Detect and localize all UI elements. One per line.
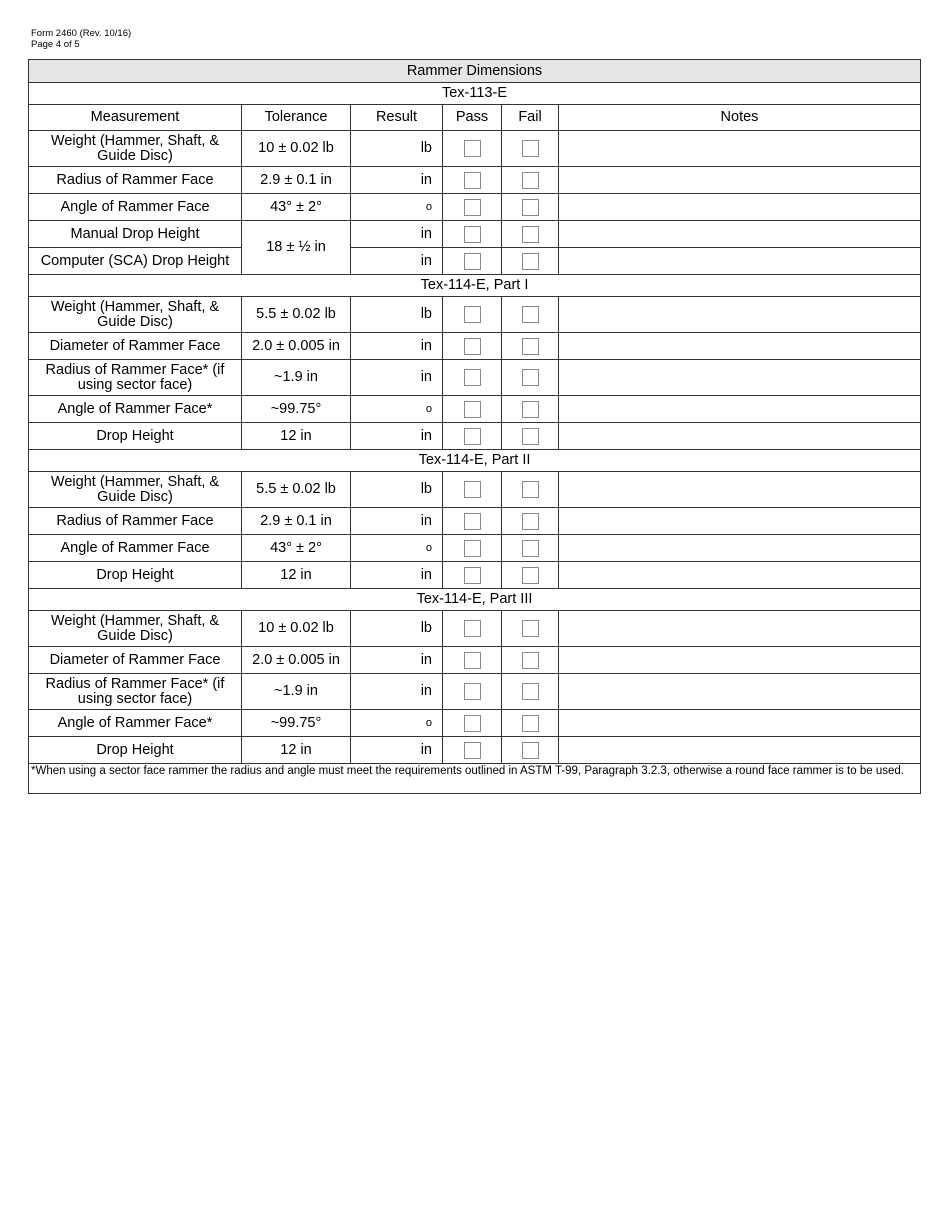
fail-cell [502, 710, 559, 737]
pass-cell [443, 297, 502, 333]
footnote-row [29, 764, 921, 794]
pass-cell [443, 737, 502, 764]
tolerance-cell: 5.5 ± 0.02 lb [242, 297, 351, 333]
tolerance-cell: 12 in [242, 737, 351, 764]
pass-cell [443, 167, 502, 194]
measurement-cell: Drop Height [29, 562, 242, 589]
tolerance-cell: 43° ± 2° [242, 535, 351, 562]
unit-label: lb [420, 481, 432, 497]
table-title: Rammer Dimensions [29, 60, 921, 83]
fail-cell [502, 508, 559, 535]
table-row [29, 423, 921, 450]
measurement-cell: Diameter of Rammer Face [29, 647, 242, 674]
table-row [29, 562, 921, 589]
fail-checkbox[interactable] [522, 172, 539, 189]
rammer-dimensions-table [28, 59, 921, 794]
column-header-measurement: Measurement [29, 105, 242, 131]
notes-input[interactable] [559, 562, 921, 589]
unit-label: in [420, 427, 432, 444]
pass-checkbox[interactable] [464, 715, 481, 732]
tolerance-cell: 18 ± ½ in [242, 221, 351, 275]
pass-cell [443, 535, 502, 562]
fail-checkbox[interactable] [522, 401, 539, 418]
notes-input[interactable] [559, 248, 921, 275]
table-row [29, 535, 921, 562]
table-row [29, 333, 921, 360]
notes-input[interactable] [559, 297, 921, 333]
pass-cell [443, 674, 502, 710]
pass-checkbox[interactable] [464, 481, 481, 498]
table-row [29, 167, 921, 194]
fail-cell [502, 674, 559, 710]
measurement-cell: Angle of Rammer Face [29, 194, 242, 221]
measurement-cell: Radius of Rammer Face [29, 167, 242, 194]
measurement-cell: Angle of Rammer Face [29, 535, 242, 562]
measurement-cell: Drop Height [29, 737, 242, 764]
tolerance-cell: 2.9 ± 0.1 in [242, 167, 351, 194]
pass-checkbox[interactable] [464, 401, 481, 418]
fail-cell [502, 194, 559, 221]
pass-cell [443, 508, 502, 535]
column-header-result: Result [351, 105, 443, 131]
fail-checkbox[interactable] [522, 481, 539, 498]
table-row [29, 360, 921, 396]
tolerance-cell: ~99.75° [242, 710, 351, 737]
section-header [29, 589, 921, 611]
table-row [29, 248, 921, 275]
footnote: *When using a sector face rammer the radius and angle must meet the requirements outlined in ASTM T-99, Paragraph 3.2.3, otherwise a round face rammer is to be used. [29, 764, 921, 794]
measurement-cell: Drop Height [29, 423, 242, 450]
result-input[interactable] [351, 710, 443, 737]
form-number: Form 2460 (Rev. 10/16) [31, 28, 132, 39]
unit-label: in [420, 337, 432, 354]
result-input[interactable] [351, 423, 443, 450]
pass-cell [443, 333, 502, 360]
tolerance-cell: 5.5 ± 0.02 lb [242, 472, 351, 508]
pass-cell [443, 647, 502, 674]
result-input[interactable] [351, 647, 443, 674]
fail-checkbox[interactable] [522, 226, 539, 243]
fail-cell [502, 131, 559, 167]
table-row [29, 472, 921, 508]
pass-cell [443, 360, 502, 396]
page-number: Page 4 of 5 [31, 39, 80, 50]
tolerance-cell: 2.0 ± 0.005 in [242, 333, 351, 360]
result-input[interactable] [351, 167, 443, 194]
result-input[interactable] [351, 508, 443, 535]
fail-checkbox[interactable] [522, 620, 539, 637]
measurement-cell: Manual Drop Height [29, 221, 242, 248]
section-header [29, 275, 921, 297]
fail-cell [502, 472, 559, 508]
table-row [29, 131, 921, 167]
unit-label: in [420, 512, 432, 529]
unit-label: in [420, 741, 432, 758]
column-header-notes: Notes [559, 105, 921, 131]
fail-cell [502, 737, 559, 764]
unit-label: lb [420, 306, 432, 322]
pass-cell [443, 131, 502, 167]
notes-input[interactable] [559, 508, 921, 535]
pass-cell [443, 423, 502, 450]
section-title: Tex-114-E, Part III [29, 589, 921, 611]
table-row [29, 221, 921, 248]
fail-cell [502, 611, 559, 647]
pass-cell [443, 472, 502, 508]
tolerance-cell: ~1.9 in [242, 360, 351, 396]
fail-cell [502, 396, 559, 423]
result-input[interactable] [351, 248, 443, 275]
measurement-cell: Computer (SCA) Drop Height [29, 248, 242, 275]
tolerance-cell: 10 ± 0.02 lb [242, 611, 351, 647]
pass-checkbox[interactable] [464, 199, 481, 216]
pass-checkbox[interactable] [464, 513, 481, 530]
result-input[interactable] [351, 297, 443, 333]
tolerance-cell: ~99.75° [242, 396, 351, 423]
pass-checkbox[interactable] [464, 742, 481, 759]
unit-label: o [425, 402, 432, 415]
measurement-cell: Radius of Rammer Face* (if using sector face) [29, 674, 242, 710]
table-row [29, 647, 921, 674]
notes-input[interactable] [559, 611, 921, 647]
table-row [29, 508, 921, 535]
unit-label: in [420, 225, 432, 242]
fail-cell [502, 333, 559, 360]
pass-checkbox[interactable] [464, 338, 481, 355]
result-input[interactable] [351, 562, 443, 589]
pass-cell [443, 562, 502, 589]
fail-checkbox[interactable] [522, 513, 539, 530]
result-input[interactable] [351, 737, 443, 764]
notes-input[interactable] [559, 535, 921, 562]
tolerance-cell: 12 in [242, 423, 351, 450]
fail-cell [502, 535, 559, 562]
fail-checkbox[interactable] [522, 652, 539, 669]
measurement-cell: Weight (Hammer, Shaft, & Guide Disc) [29, 472, 242, 508]
result-input[interactable] [351, 674, 443, 710]
result-input[interactable] [351, 472, 443, 508]
fail-checkbox[interactable] [522, 540, 539, 557]
notes-input[interactable] [559, 167, 921, 194]
measurement-cell: Weight (Hammer, Shaft, & Guide Disc) [29, 297, 242, 333]
fail-checkbox[interactable] [522, 683, 539, 700]
tolerance-cell: 2.0 ± 0.005 in [242, 647, 351, 674]
table-title-row [29, 60, 921, 83]
result-input[interactable] [351, 333, 443, 360]
pass-cell [443, 248, 502, 275]
result-input[interactable] [351, 535, 443, 562]
unit-label: in [420, 369, 432, 385]
pass-checkbox[interactable] [464, 567, 481, 584]
notes-input[interactable] [559, 131, 921, 167]
notes-input[interactable] [559, 423, 921, 450]
table-row [29, 737, 921, 764]
fail-checkbox[interactable] [522, 199, 539, 216]
section-header [29, 450, 921, 472]
pass-checkbox[interactable] [464, 369, 481, 386]
unit-label: o [425, 200, 432, 213]
pass-checkbox[interactable] [464, 226, 481, 243]
tolerance-cell: 12 in [242, 562, 351, 589]
result-input[interactable] [351, 396, 443, 423]
pass-checkbox[interactable] [464, 253, 481, 270]
unit-label: lb [420, 620, 432, 636]
measurement-cell: Angle of Rammer Face* [29, 396, 242, 423]
table-row [29, 396, 921, 423]
table-row [29, 194, 921, 221]
form-header [31, 28, 131, 50]
measurement-cell: Weight (Hammer, Shaft, & Guide Disc) [29, 611, 242, 647]
notes-input[interactable] [559, 194, 921, 221]
fail-cell [502, 647, 559, 674]
notes-input[interactable] [559, 710, 921, 737]
pass-cell [443, 710, 502, 737]
result-input[interactable] [351, 611, 443, 647]
fail-checkbox[interactable] [522, 428, 539, 445]
notes-input[interactable] [559, 674, 921, 710]
fail-checkbox[interactable] [522, 306, 539, 323]
fail-cell [502, 423, 559, 450]
pass-checkbox[interactable] [464, 428, 481, 445]
fail-cell [502, 221, 559, 248]
column-header-pass: Pass [443, 105, 502, 131]
unit-label: o [425, 716, 432, 729]
unit-label: in [420, 171, 432, 188]
pass-cell [443, 221, 502, 248]
unit-label: lb [420, 140, 432, 156]
tolerance-cell: 2.9 ± 0.1 in [242, 508, 351, 535]
measurement-cell: Radius of Rammer Face [29, 508, 242, 535]
section-title: Tex-114-E, Part I [29, 275, 921, 297]
pass-checkbox[interactable] [464, 140, 481, 157]
notes-input[interactable] [559, 221, 921, 248]
result-input[interactable] [351, 221, 443, 248]
notes-input[interactable] [559, 647, 921, 674]
pass-cell [443, 611, 502, 647]
section-title: Tex-114-E, Part II [29, 450, 921, 472]
tolerance-cell: 43° ± 2° [242, 194, 351, 221]
unit-label: in [420, 683, 432, 699]
fail-checkbox[interactable] [522, 567, 539, 584]
notes-input[interactable] [559, 472, 921, 508]
fail-checkbox[interactable] [522, 140, 539, 157]
notes-input[interactable] [559, 333, 921, 360]
unit-label: o [425, 541, 432, 554]
table-row [29, 611, 921, 647]
unit-label: in [420, 651, 432, 668]
column-header-fail: Fail [502, 105, 559, 131]
table-row [29, 710, 921, 737]
pass-checkbox[interactable] [464, 306, 481, 323]
table-row [29, 297, 921, 333]
fail-cell [502, 248, 559, 275]
tolerance-cell: ~1.9 in [242, 674, 351, 710]
fail-checkbox[interactable] [522, 253, 539, 270]
fail-checkbox[interactable] [522, 338, 539, 355]
table-row [29, 674, 921, 710]
column-header-row [29, 105, 921, 131]
fail-cell [502, 360, 559, 396]
fail-checkbox[interactable] [522, 715, 539, 732]
unit-label: in [420, 252, 432, 269]
column-header-tolerance: Tolerance [242, 105, 351, 131]
fail-cell [502, 562, 559, 589]
pass-checkbox[interactable] [464, 172, 481, 189]
section-title: Tex-113-E [29, 83, 921, 105]
measurement-cell: Weight (Hammer, Shaft, & Guide Disc) [29, 131, 242, 167]
result-input[interactable] [351, 131, 443, 167]
notes-input[interactable] [559, 737, 921, 764]
notes-input[interactable] [559, 360, 921, 396]
tolerance-cell: 10 ± 0.02 lb [242, 131, 351, 167]
pass-checkbox[interactable] [464, 620, 481, 637]
measurement-cell: Radius of Rammer Face* (if using sector face) [29, 360, 242, 396]
result-input[interactable] [351, 194, 443, 221]
pass-checkbox[interactable] [464, 540, 481, 557]
result-input[interactable] [351, 360, 443, 396]
section-header [29, 83, 921, 105]
pass-cell [443, 396, 502, 423]
measurement-cell: Diameter of Rammer Face [29, 333, 242, 360]
pass-checkbox[interactable] [464, 652, 481, 669]
pass-checkbox[interactable] [464, 683, 481, 700]
notes-input[interactable] [559, 396, 921, 423]
fail-checkbox[interactable] [522, 369, 539, 386]
fail-checkbox[interactable] [522, 742, 539, 759]
fail-cell [502, 297, 559, 333]
measurement-cell: Angle of Rammer Face* [29, 710, 242, 737]
fail-cell [502, 167, 559, 194]
pass-cell [443, 194, 502, 221]
unit-label: in [420, 566, 432, 583]
